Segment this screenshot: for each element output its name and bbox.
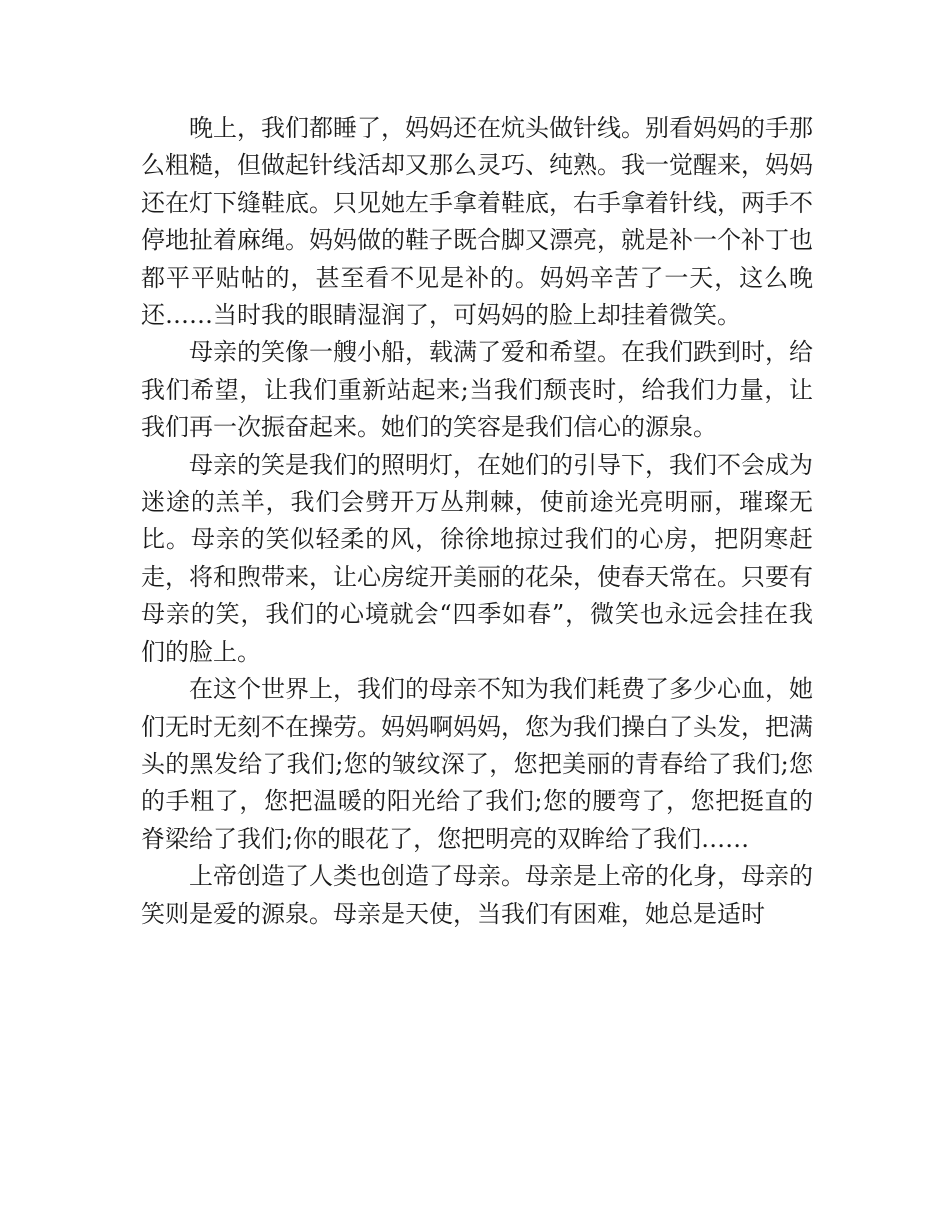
paragraph-3: 母亲的笑是我们的照明灯，在她们的引导下，我们不会成为迷途的羔羊，我们会劈开万丛荆棘，使前途光亮明丽，璀璨无比。母亲的笑似轻柔的风，徐徐地掠过我们的心房，把阴寒赶走，将和煦带来，让心房绽开美丽的花朵，使春天常在。只要有母亲的笑，我们的心境就会“四季如春”，微笑也永远会挂在我们的脸上。	[141, 450, 813, 666]
essay-body	[141, 110, 813, 933]
paragraph-2: 母亲的笑像一艘小船，载满了爱和希望。在我们跌到时，给我们希望，让我们重新站起来;当我们颓丧时，给我们力量，让我们再一次振奋起来。她们的笑容是我们信心的源泉。	[141, 338, 813, 442]
paragraph-1: 晚上，我们都睡了，妈妈还在炕头做针线。别看妈妈的手那么粗糙，但做起针线活却又那么灵巧、纯熟。我一觉醒来，妈妈还在灯下缝鞋底。只见她左手拿着鞋底，右手拿着针线，两手不停地扯着麻绳。妈妈做的鞋子既合脚又漂亮，就是补一个补丁也都平平贴帖的，甚至看不见是补的。妈妈辛苦了一天，这么晚还……当时我的眼睛湿润了，可妈妈的脸上却挂着微笑。	[141, 114, 813, 330]
paragraph-5: 上帝创造了人类也创造了母亲。母亲是上帝的化身，母亲的笑则是爱的源泉。母亲是天使，当我们有困难，她总是适时	[141, 862, 813, 928]
paragraph-4: 在这个世界上，我们的母亲不知为我们耗费了多少心血，她们无时无刻不在操劳。妈妈啊妈妈，您为我们操白了头发，把满头的黑发给了我们;您的皱纹深了，您把美丽的青春给了我们;您的手粗了，您把温暖的阳光给了我们;您的腰弯了，您把挺直的脊梁给了我们;你的眼花了，您把明亮的双眸给了我们……	[141, 675, 813, 853]
